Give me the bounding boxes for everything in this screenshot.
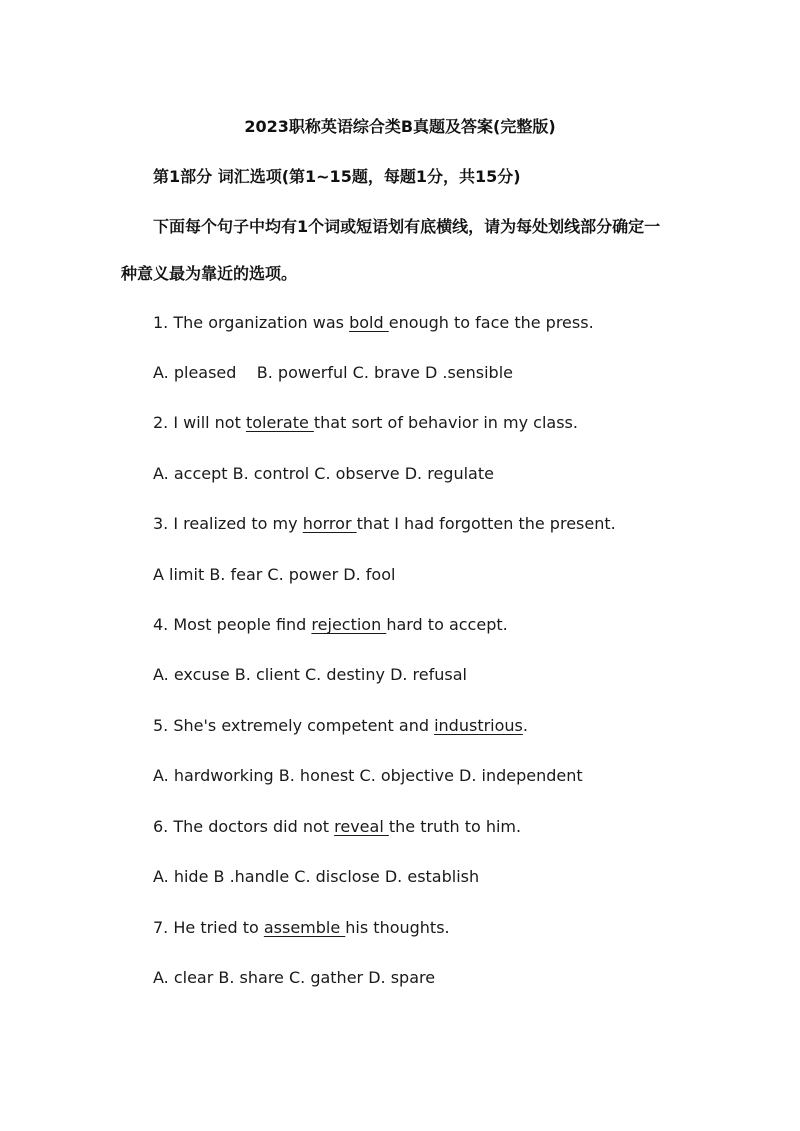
instructions-line-1: 下面每个句子中均有1个词或短语划有底横线，请为每处划线部分确定一 bbox=[153, 217, 661, 236]
question-7-underlined-word: assemble bbox=[263, 918, 346, 937]
question-1-options: A. pleased B. powerful C. brave D .sensible bbox=[153, 363, 513, 382]
question-5-underlined-word: industrious bbox=[434, 716, 523, 735]
question-3-text-end: that I had forgotten the present. bbox=[356, 514, 616, 533]
question-5-text-end: . bbox=[522, 716, 528, 735]
question-1-text: 1. The organization was bbox=[153, 313, 350, 332]
question-5-text: 5. She's extremely competent and bbox=[153, 716, 435, 735]
question-1-underlined-word: bold bbox=[349, 313, 389, 332]
question-1 bbox=[153, 312, 594, 334]
question-4 bbox=[153, 614, 508, 636]
question-4-text-end: hard to accept. bbox=[386, 615, 508, 634]
question-4-underlined-word: rejection bbox=[311, 615, 387, 634]
question-2-options: A. accept B. control C. observe D. regulate bbox=[153, 464, 494, 483]
question-2 bbox=[153, 412, 578, 434]
question-6-underlined-word: reveal bbox=[334, 817, 389, 836]
question-7-text-end: his thoughts. bbox=[345, 918, 450, 937]
question-6-text-end: the truth to him. bbox=[388, 817, 522, 836]
question-3-text: 3. I realized to my bbox=[153, 514, 303, 533]
question-3-underlined-word: horror bbox=[302, 514, 357, 533]
question-5 bbox=[153, 715, 528, 737]
question-7-text: 7. He tried to bbox=[153, 918, 264, 937]
question-6-text: 6. The doctors did not bbox=[153, 817, 335, 836]
question-6-options: A. hide B .handle C. disclose D. establish bbox=[153, 867, 480, 886]
question-2-underlined-word: tolerate bbox=[245, 413, 314, 432]
question-1-text-end: enough to face the press. bbox=[388, 313, 594, 332]
instructions-line-2: 种意义最为靠近的选项。 bbox=[121, 264, 298, 283]
question-2-text: 2. I will not bbox=[153, 413, 246, 432]
question-7-options: A. clear B. share C. gather D. spare bbox=[153, 968, 436, 987]
section-heading: 第1部分 词汇选项(第1~15题，每题1分，共15分) bbox=[153, 167, 521, 186]
question-2-text-end: that sort of behavior in my class. bbox=[313, 413, 578, 432]
question-4-text: 4. Most people find bbox=[153, 615, 312, 634]
document-title: 2023职称英语综合类B真题及答案(完整版) bbox=[244, 117, 556, 136]
question-4-options: A. excuse B. client C. destiny D. refusal bbox=[153, 665, 467, 684]
question-5-options: A. hardworking B. honest C. objective D. independent bbox=[153, 766, 583, 785]
question-6 bbox=[153, 816, 521, 838]
question-7 bbox=[153, 917, 450, 939]
question-3-options: A limit B. fear C. power D. fool bbox=[153, 565, 396, 584]
question-3 bbox=[153, 513, 616, 535]
